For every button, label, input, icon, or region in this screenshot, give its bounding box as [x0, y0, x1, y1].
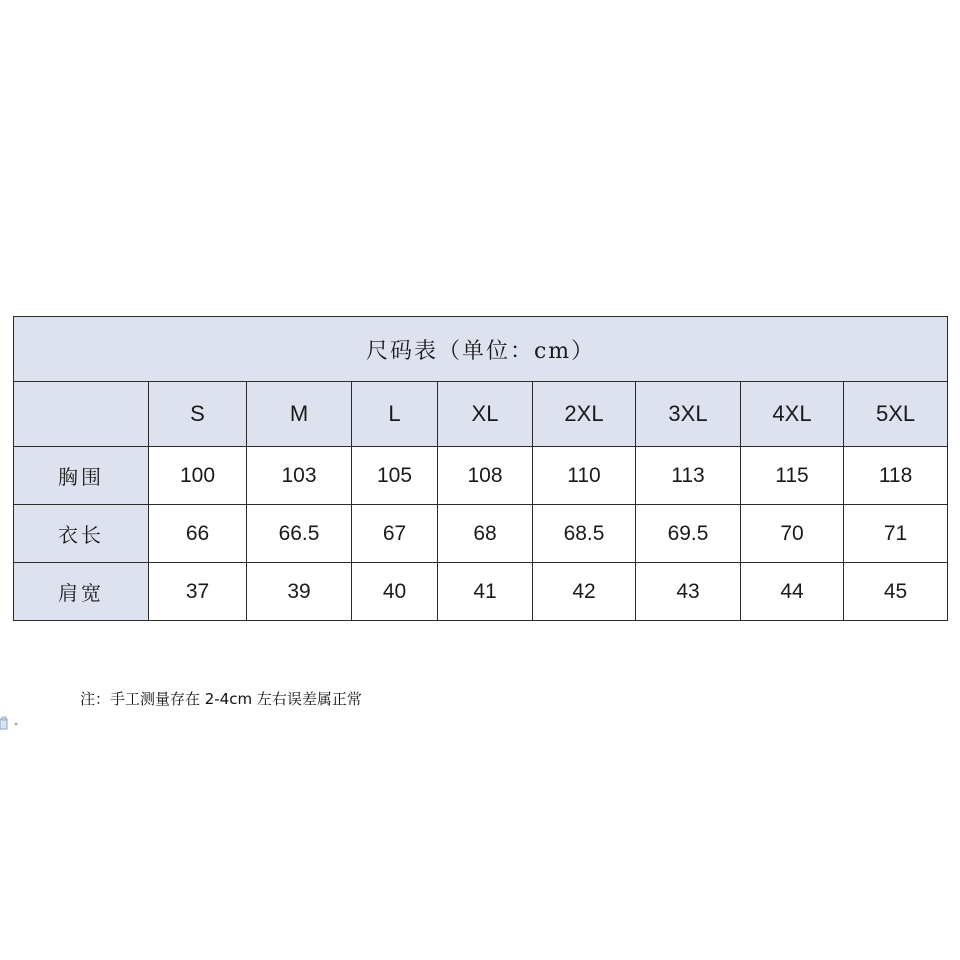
- table-cell: 42: [533, 563, 636, 621]
- table-cell: 37: [149, 563, 247, 621]
- table-cell: 69.5: [636, 505, 741, 563]
- table-title-row: [14, 317, 948, 382]
- table-title: 尺码表（单位：cm）: [14, 317, 948, 382]
- table-cell: 110: [533, 447, 636, 505]
- table-row-length: [14, 505, 948, 563]
- table-cell: 118: [844, 447, 948, 505]
- table-row-chest: [14, 447, 948, 505]
- size-header-l: L: [352, 382, 438, 447]
- table-cell: 40: [352, 563, 438, 621]
- table-cell: 39: [247, 563, 352, 621]
- table-cell: 66: [149, 505, 247, 563]
- table-cell: 108: [438, 447, 533, 505]
- size-header-m: M: [247, 382, 352, 447]
- corner-cell: [14, 382, 149, 447]
- table-cell: 68: [438, 505, 533, 563]
- table-cell: 67: [352, 505, 438, 563]
- paste-options-icon[interactable]: [0, 716, 24, 732]
- size-header-5xl: 5XL: [844, 382, 948, 447]
- table-cell: 115: [741, 447, 844, 505]
- table-cell: 113: [636, 447, 741, 505]
- row-label-length: 衣长: [14, 505, 149, 563]
- table-cell: 70: [741, 505, 844, 563]
- size-header-3xl: 3XL: [636, 382, 741, 447]
- table-cell: 103: [247, 447, 352, 505]
- table-cell: 45: [844, 563, 948, 621]
- table-cell: 43: [636, 563, 741, 621]
- size-header-row: [14, 382, 948, 447]
- table-cell: 100: [149, 447, 247, 505]
- table-cell: 105: [352, 447, 438, 505]
- measurement-note: 注：手工测量存在 2-4cm 左右误差属正常: [80, 690, 362, 708]
- row-label-chest: 胸围: [14, 447, 149, 505]
- size-header-4xl: 4XL: [741, 382, 844, 447]
- size-header-s: S: [149, 382, 247, 447]
- size-chart-table: [13, 316, 948, 621]
- size-header-xl: XL: [438, 382, 533, 447]
- table-cell: 68.5: [533, 505, 636, 563]
- table-cell: 44: [741, 563, 844, 621]
- table-row-shoulder: [14, 563, 948, 621]
- row-label-shoulder: 肩宽: [14, 563, 149, 621]
- table-cell: 66.5: [247, 505, 352, 563]
- table-cell: 71: [844, 505, 948, 563]
- table-cell: 41: [438, 563, 533, 621]
- size-header-2xl: 2XL: [533, 382, 636, 447]
